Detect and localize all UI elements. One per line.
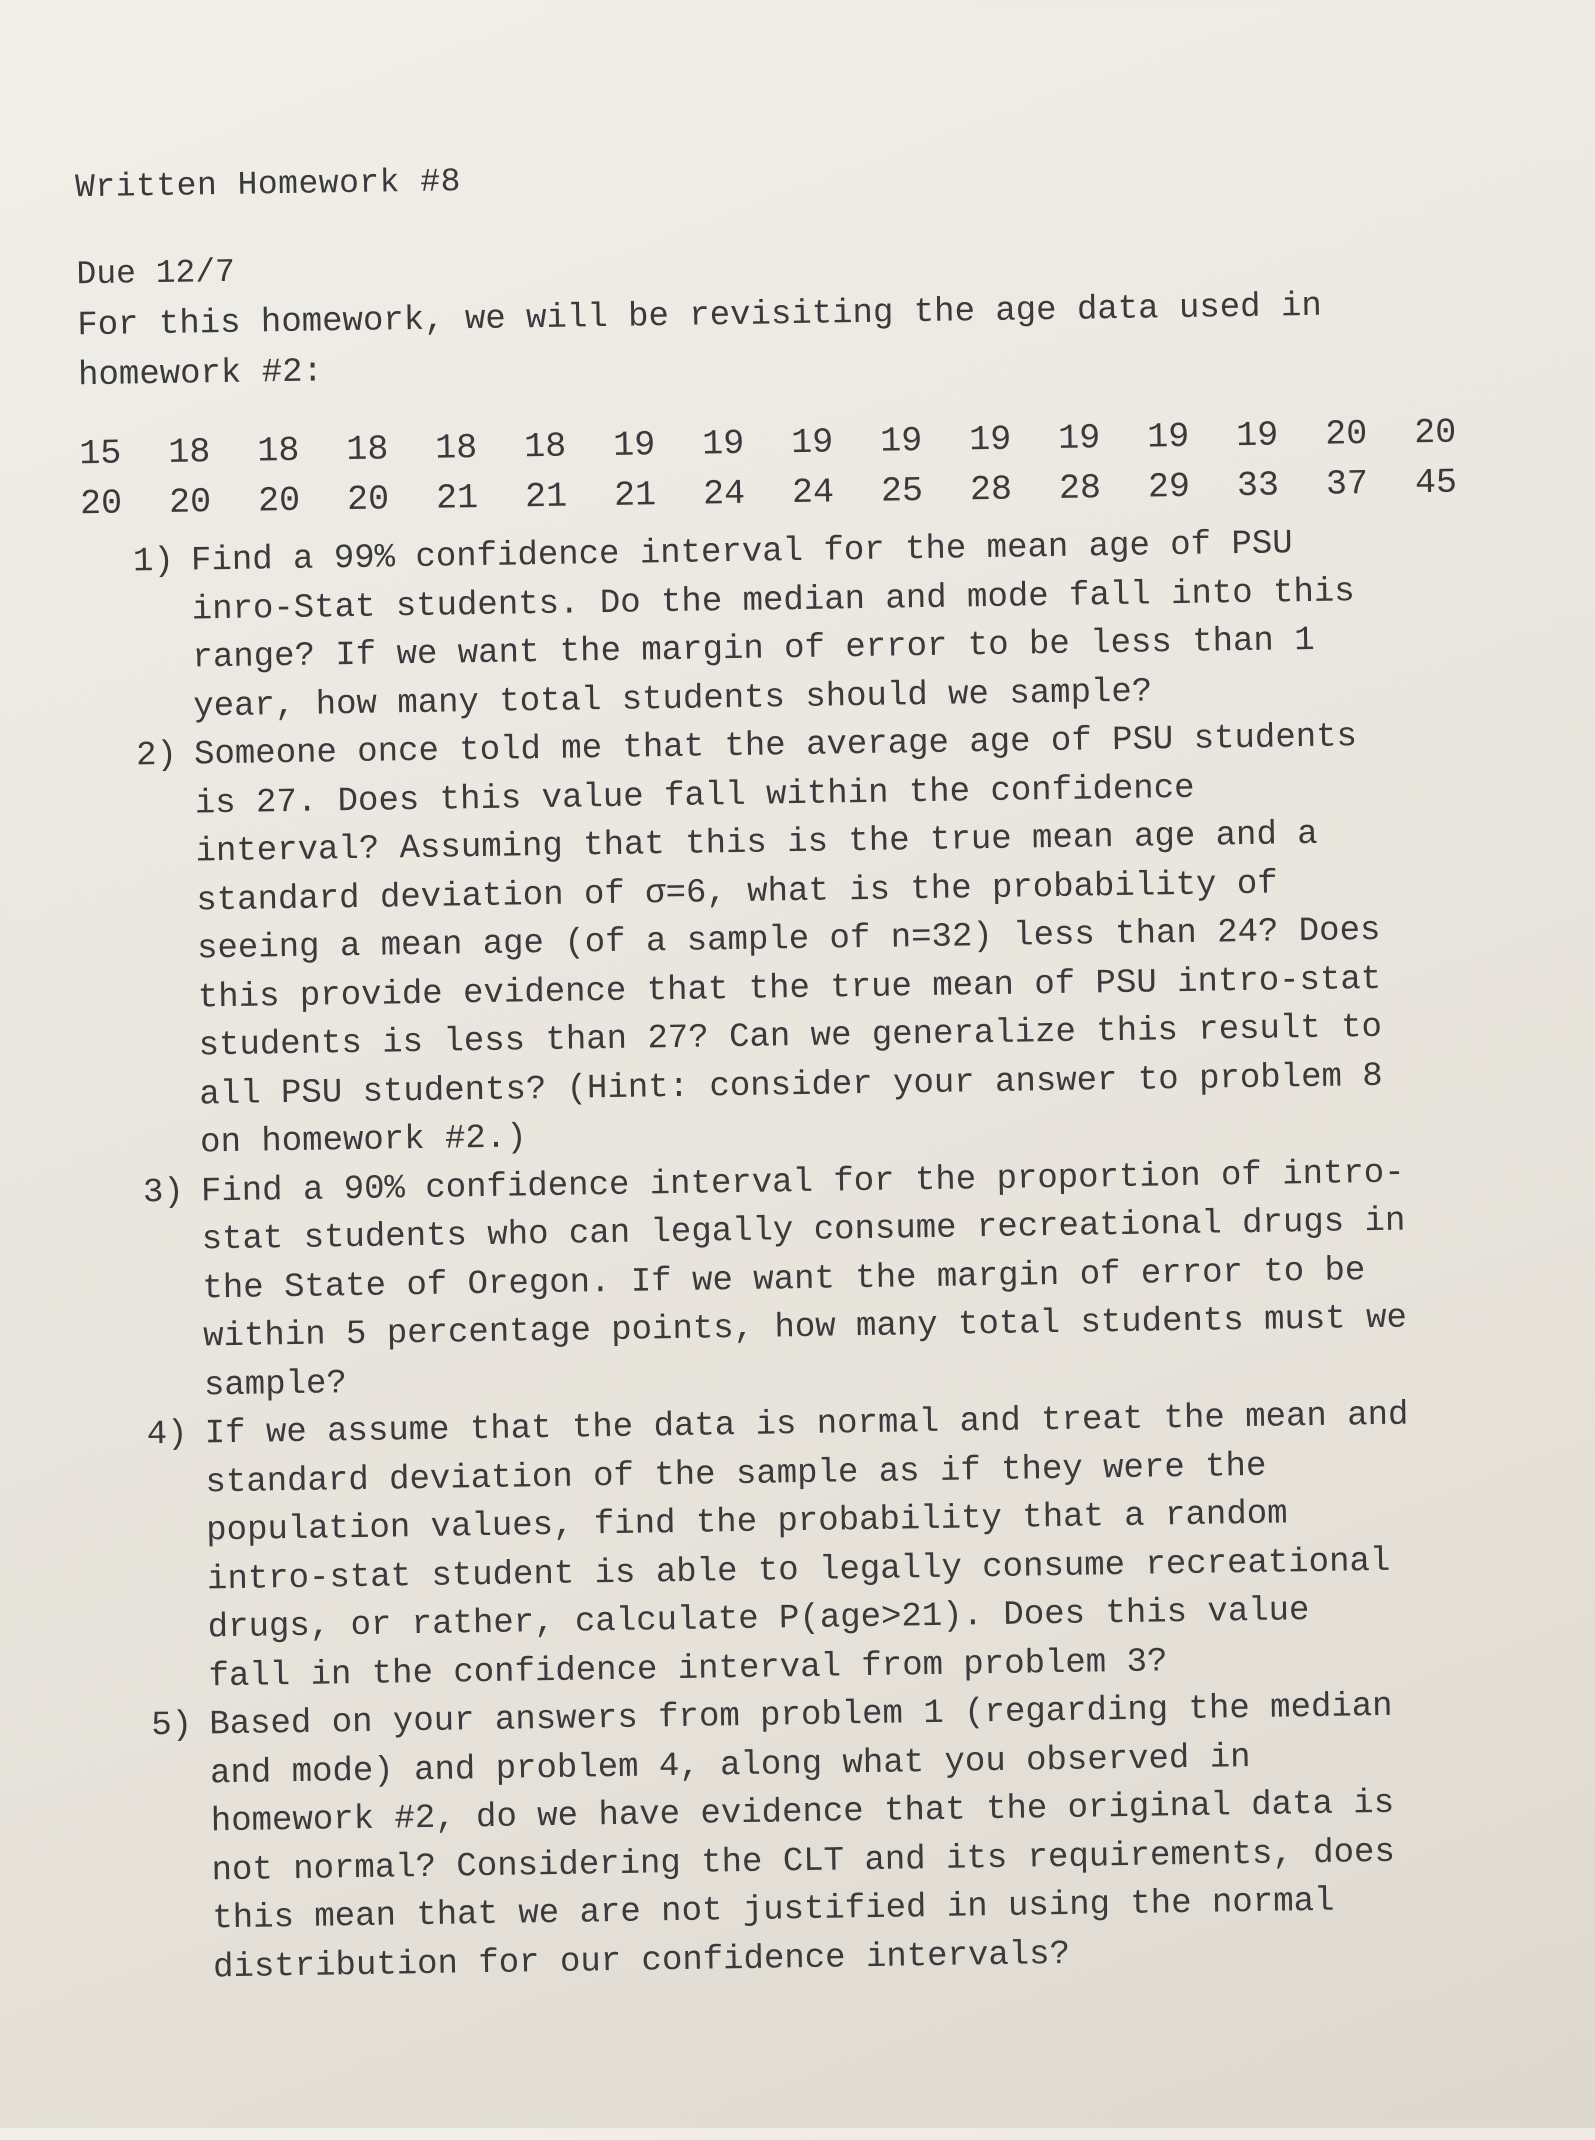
intro-paragraph: For this homework, we will be revisiting the age data used in homework #2: <box>77 287 1323 396</box>
data-cell: 19 <box>1146 416 1190 458</box>
data-cell: 21 <box>524 476 568 518</box>
problem-number: 1) <box>132 542 175 582</box>
data-cell: 18 <box>523 426 567 468</box>
data-cell: 24 <box>791 472 835 514</box>
due-date: Due 12/7 <box>76 253 236 294</box>
data-cell: 20 <box>168 482 212 523</box>
document-title: Written Homework #8 <box>74 163 462 207</box>
data-cell: 24 <box>702 473 746 515</box>
problem-number: 4) <box>146 1415 188 1455</box>
data-cell: 18 <box>168 432 211 473</box>
problem-item <box>143 1147 1517 1411</box>
problem-text: Based on your answers from problem 1 (regarding the median and mode) and problem 4, along what you observed in homework #2, do we have evidence that the original data is not normal? Considering the CLT and its requirements, does this mean that we are not justified in using the normal distribution for our confidence intervals? <box>209 1687 1396 1987</box>
data-cell: 20 <box>346 479 390 521</box>
data-cell: 20 <box>1324 414 1368 455</box>
data-cell: 19 <box>790 422 834 464</box>
problem-list <box>133 517 1526 1993</box>
data-cell: 29 <box>1147 466 1191 508</box>
data-cell: 19 <box>612 425 656 466</box>
problem-number: 2) <box>135 736 178 776</box>
data-cell: 20 <box>1413 412 1457 454</box>
data-cell: 18 <box>257 430 300 472</box>
problem-number: 5) <box>151 1706 193 1746</box>
data-cell: 37 <box>1325 464 1369 505</box>
data-cell: 28 <box>969 469 1013 511</box>
data-cell: 28 <box>1058 468 1102 509</box>
problem-text: Find a 90% confidence interval for the proportion of intro- stat students who can legally consume recreational drugs in the State of Oregon. If we want the margin of error to be within 5 percentage points, how many total students must we sample? <box>200 1154 1408 1405</box>
data-cell: 33 <box>1236 465 1280 507</box>
data-cell: 18 <box>434 428 478 469</box>
problem-number: 3) <box>142 1173 185 1212</box>
data-cell: 19 <box>1057 418 1101 459</box>
data-cell: 21 <box>613 475 657 516</box>
data-cell: 20 <box>79 483 123 525</box>
data-cell: 20 <box>257 480 301 522</box>
problem-item <box>146 1390 1520 1702</box>
data-cell: 19 <box>968 419 1012 461</box>
problem-item <box>151 1681 1525 1993</box>
problem-text: Find a 99% confidence interval for the mean age of PSU inro-Stat students. Do the median and mode fall into this range? If we want the margin of error to be less than 1 year, how many total students should we sample? <box>190 525 1355 726</box>
age-data-table <box>79 407 1504 529</box>
problem-text: Someone once told me that the average age of PSU students is 27. Does this value fall within the confidence interval? Assuming that this is the true mean age and a standard deviation of σ=6, what is the probability of seeing a mean age (of a sample of n=32) less than 24? Does this provide evidence that the true mean of PSU intro-stat students is less than 27? Can we generalize this result to all PSU students? (Hint: consider your answer to problem 8 on homework #2.) <box>193 718 1383 1163</box>
problem-item <box>136 711 1513 1169</box>
data-cell: 15 <box>79 433 122 475</box>
data-cell: 19 <box>1235 415 1279 457</box>
data-cell: 19 <box>701 423 745 465</box>
problem-item <box>133 517 1506 732</box>
data-cell: 25 <box>880 471 924 512</box>
data-cell: 18 <box>345 429 389 471</box>
problem-text: If we assume that the data is normal and treat the mean and standard deviation of the sample as if they were the population values, find the probability that a random intro-stat student is able to legally consume recreational drugs, or rather, calculate P(age>21). Does this value fall in the confidence interval from problem 3? <box>204 1396 1409 1696</box>
data-cell: 21 <box>435 477 479 519</box>
data-cell: 45 <box>1414 462 1458 504</box>
data-cell: 19 <box>879 421 923 462</box>
